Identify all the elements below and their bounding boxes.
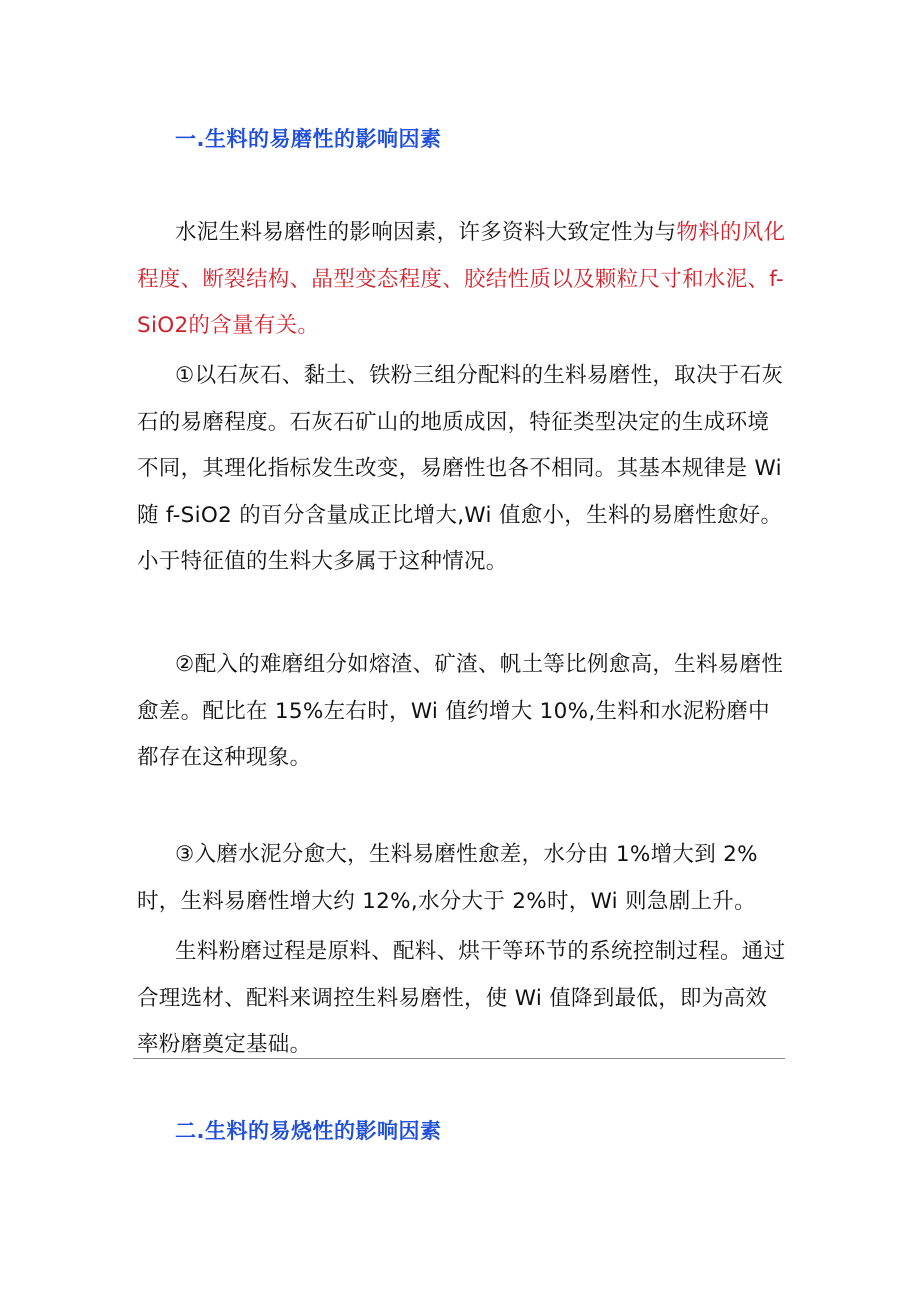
intro-paragraph [137,210,787,350]
point-1-paragraph: ①以石灰石、黏土、铁粉三组分配料的生料易磨性，取决于石灰石的易磨程度。石灰石矿山的地质成因，特征类型决定的生成环境不同，其理化指标发生改变，易磨性也各不相同。其基本规律是 Wi 随 f-SiO2 的百分含量成正比增大,Wi 值愈小，生料的易磨性愈好。小于特征值的生料大多属于这种情况。 [137,363,784,574]
summary-paragraph: 生料粉磨过程是原料、配料、烘干等环节的系统控制过程。通过合理选材、配料来调控生料易磨性，使 Wi 值降到最低，即为高效率粉磨奠定基础。 [137,939,786,1057]
section-2-heading: 二.生料的易烧性的影响因素 [175,1119,442,1143]
section-1-heading: 一.生料的易磨性的影响因素 [175,127,442,151]
intro-highlight-text: 物料的风化程度、断裂结构、晶型变态程度、胶结性质以及颗粒尺寸和水泥、f-SiO2的含量有关。 [137,220,786,338]
intro-text: 水泥生料易磨性的影响因素，许多资料大致定性为与 [175,220,677,245]
point-3-paragraph: ③入磨水泥分愈大，生料易磨性愈差，水分由 1%增大到 2%时，生料易磨性增大约 12%,水分大于 2%时，Wi 则急剧上升。 [137,842,758,914]
point-2-paragraph: ②配入的难磨组分如熔渣、矿渣、帆土等比例愈高，生料易磨性愈差。配比在 15%左右时，Wi 值约增大 10%,生料和水泥粉磨中都存在这种现象。 [137,652,784,770]
section-divider [133,1058,785,1059]
